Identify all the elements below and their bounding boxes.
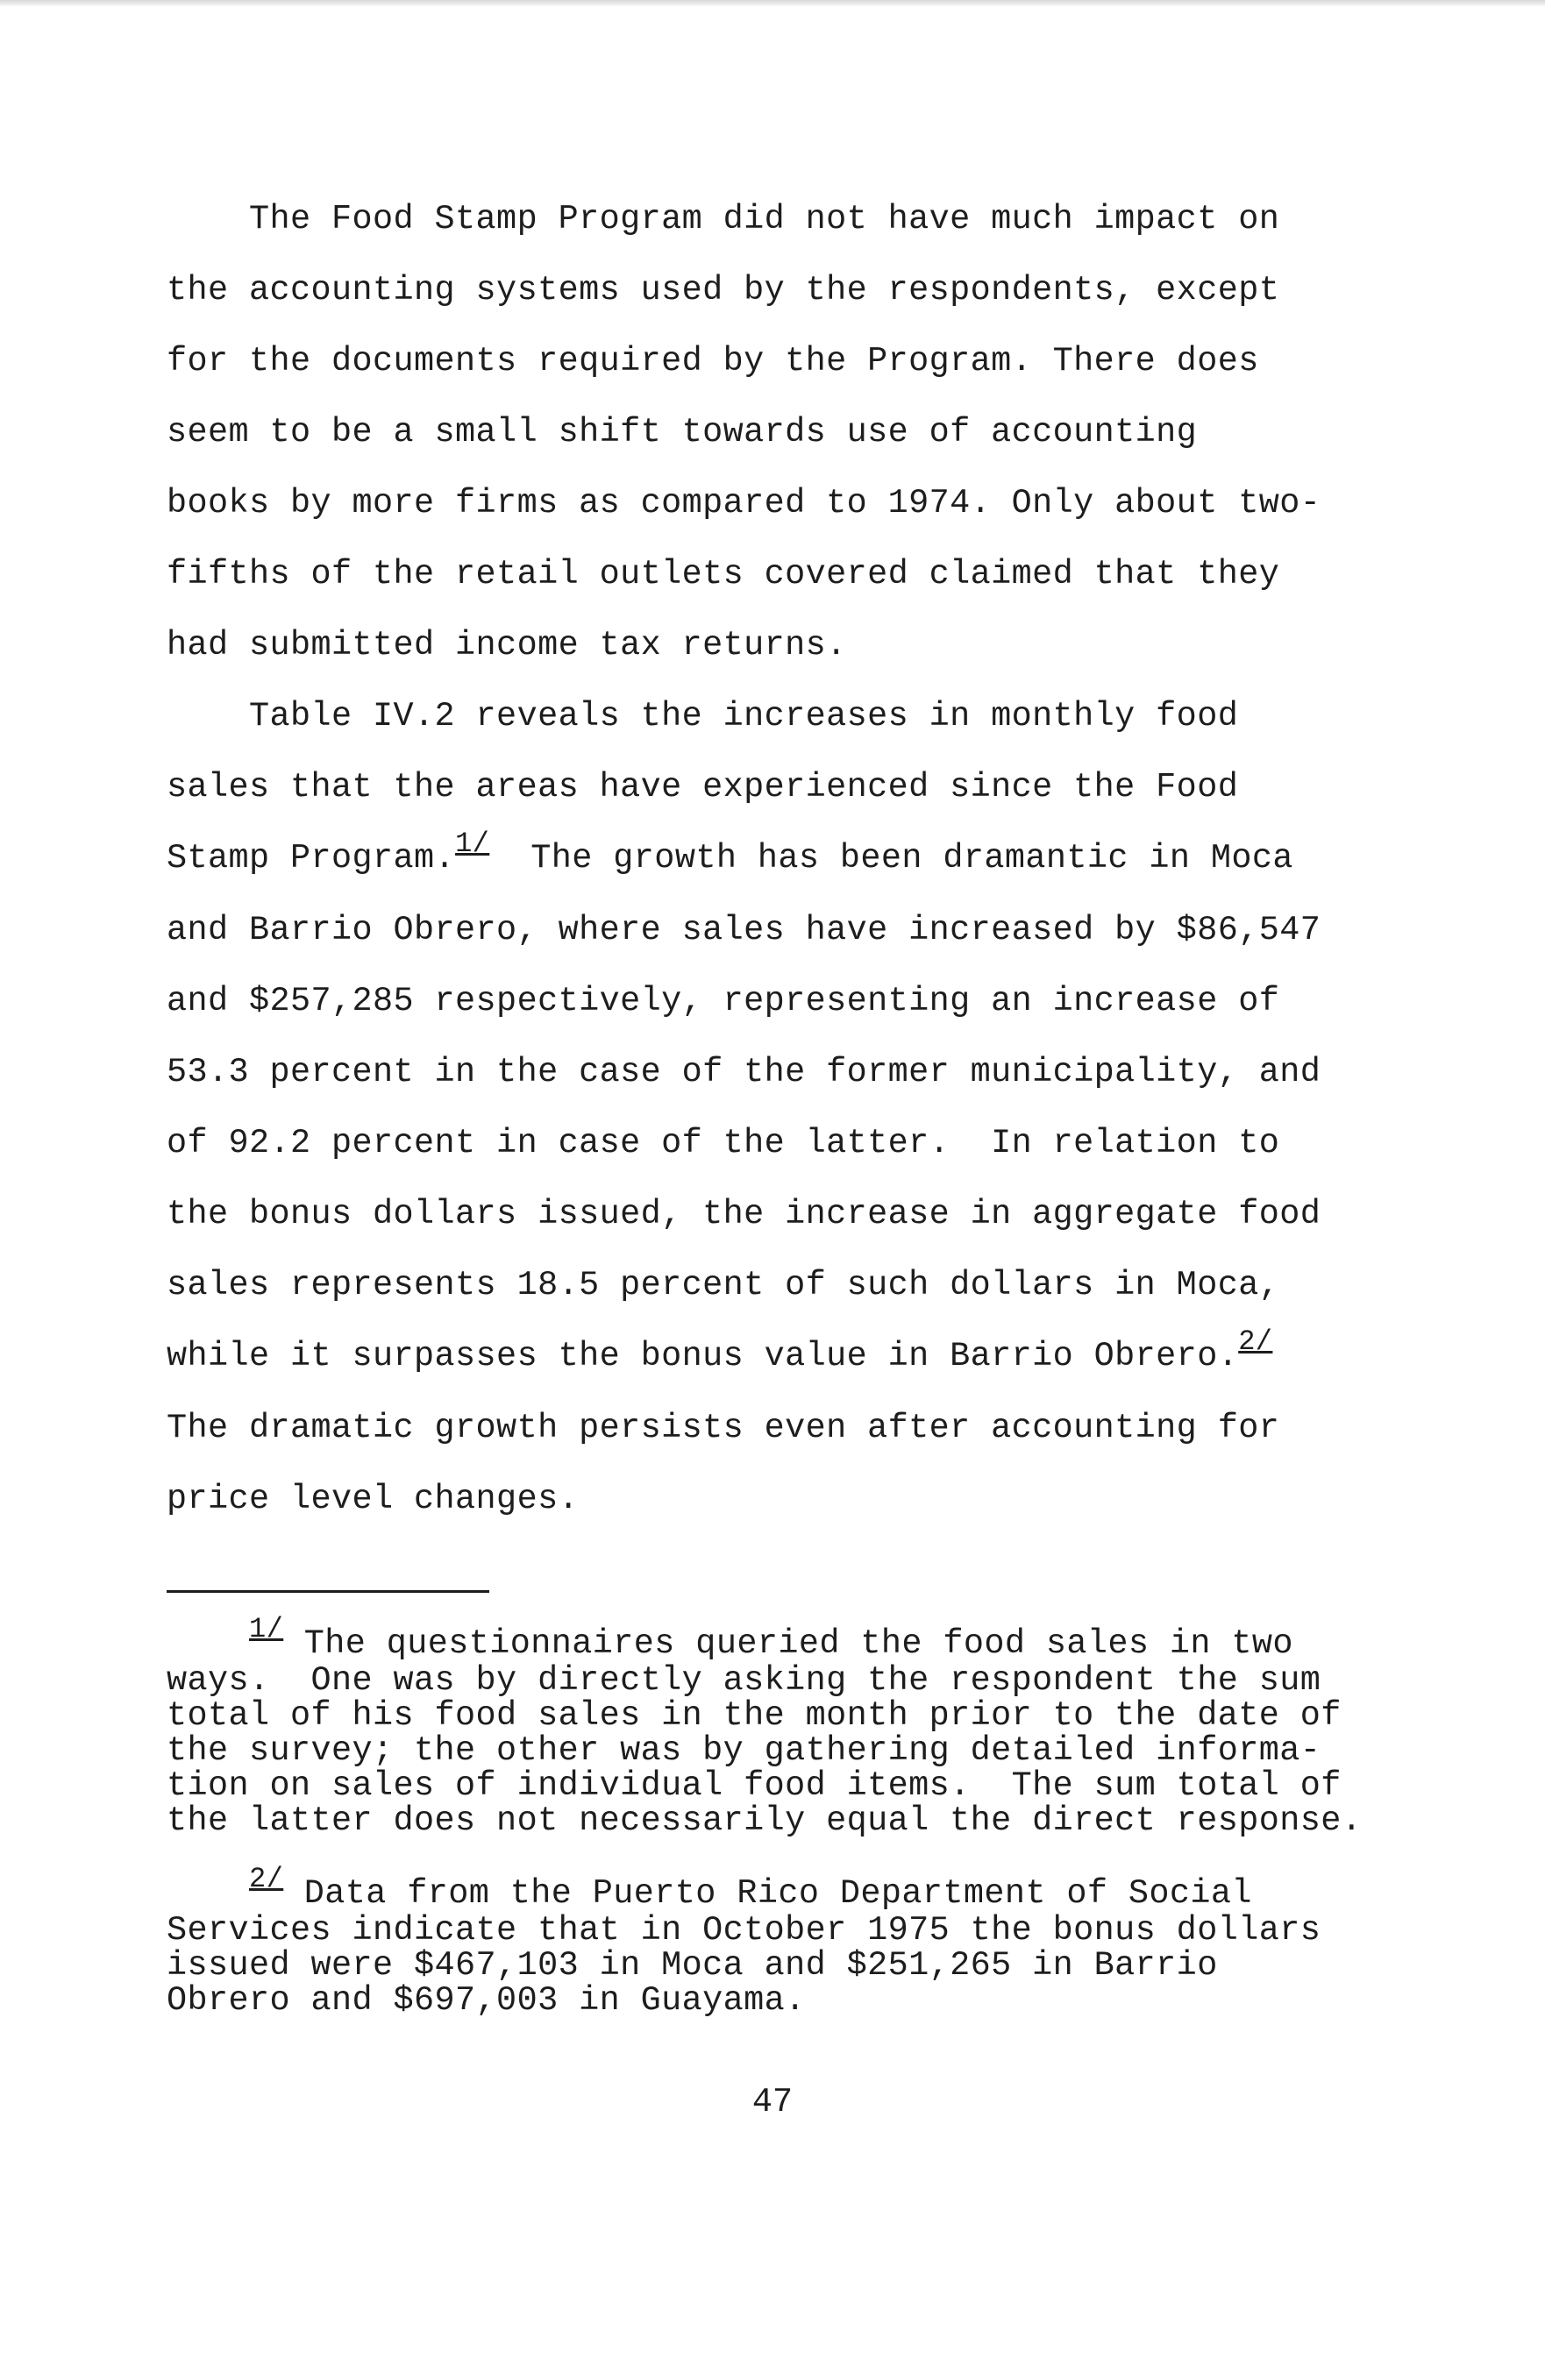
body-text [167,184,1429,1535]
body-line: for the documents required by the Program. There does [167,342,1259,380]
body-line: The dramatic growth persists even after accounting for [167,1409,1280,1447]
footnote-ref-2: 2/ [1238,1325,1273,1358]
body-line: and $257,285 respectively, representing an increase of [167,982,1280,1020]
body-line: fifths of the retail outlets covered claimed that they [167,555,1280,593]
body-line: the accounting systems used by the respondents, except [167,271,1280,309]
body-text-segment: The growth has been dramantic in Moca [489,839,1293,877]
body-line: books by more firms as compared to 1974. Only about two- [167,484,1321,522]
body-line: had submitted income tax returns. [167,626,847,664]
footnote-spacer [167,1838,1429,1876]
footnote-line: Obrero and $697,003 in Guayama. [167,1981,806,2020]
body-line: sales that the areas have experienced since the Food [167,768,1239,806]
footnote-separator [167,1590,489,1593]
body-line-with-footnote-ref [167,823,1429,895]
footnote-text: The questionnaires queried the food sales in two [283,1624,1293,1663]
footnote-2-first-line [167,1863,1429,1913]
footnote-2-marker: 2/ [249,1863,284,1895]
footnote-line: total of his food sales in the month prior to the date of [167,1696,1342,1735]
footnotes [167,1613,1429,2020]
footnote-ref-1: 1/ [455,828,490,860]
body-line: the bonus dollars issued, the increase in aggregate food [167,1195,1321,1233]
footnote-line: ways. One was by directly asking the respondent the sum [167,1661,1321,1700]
footnote-line: Services indicate that in October 1975 the bonus dollars [167,1911,1321,1950]
body-text-segment: Stamp Program. [167,839,456,877]
body-line: of 92.2 percent in case of the latter. In relation to [167,1124,1280,1162]
body-text-segment: while it surpasses the bonus value in Barrio Obrero. [167,1337,1239,1375]
body-line-with-footnote-ref [167,1321,1429,1393]
body-line: price level changes. [167,1480,580,1518]
page-number: 47 [751,2083,794,2121]
footnote-1-first-line [167,1613,1429,1663]
body-line: sales represents 18.5 percent of such dollars in Moca, [167,1266,1280,1304]
footnote-line: the latter does not necessarily equal the direct response. [167,1801,1363,1840]
footnote-text: Data from the Puerto Rico Department of Social [283,1874,1252,1913]
footnote-line: tion on sales of individual food items. The sum total of [167,1766,1342,1805]
footnote-1-marker: 1/ [249,1613,284,1645]
footnote-line: issued were $467,103 in Moca and $251,265 in Barrio [167,1946,1218,1985]
footnote-line: the survey; the other was by gathering detailed informa- [167,1731,1321,1770]
scan-edge [0,0,1545,7]
body-line: Table IV.2 reveals the increases in monthly food [167,697,1239,735]
body-line: and Barrio Obrero, where sales have increased by $86,547 [167,911,1321,949]
body-line: seem to be a small shift towards use of accounting [167,413,1198,451]
body-line: The Food Stamp Program did not have much impact on [167,200,1280,238]
body-line: 53.3 percent in the case of the former municipality, and [167,1053,1321,1091]
